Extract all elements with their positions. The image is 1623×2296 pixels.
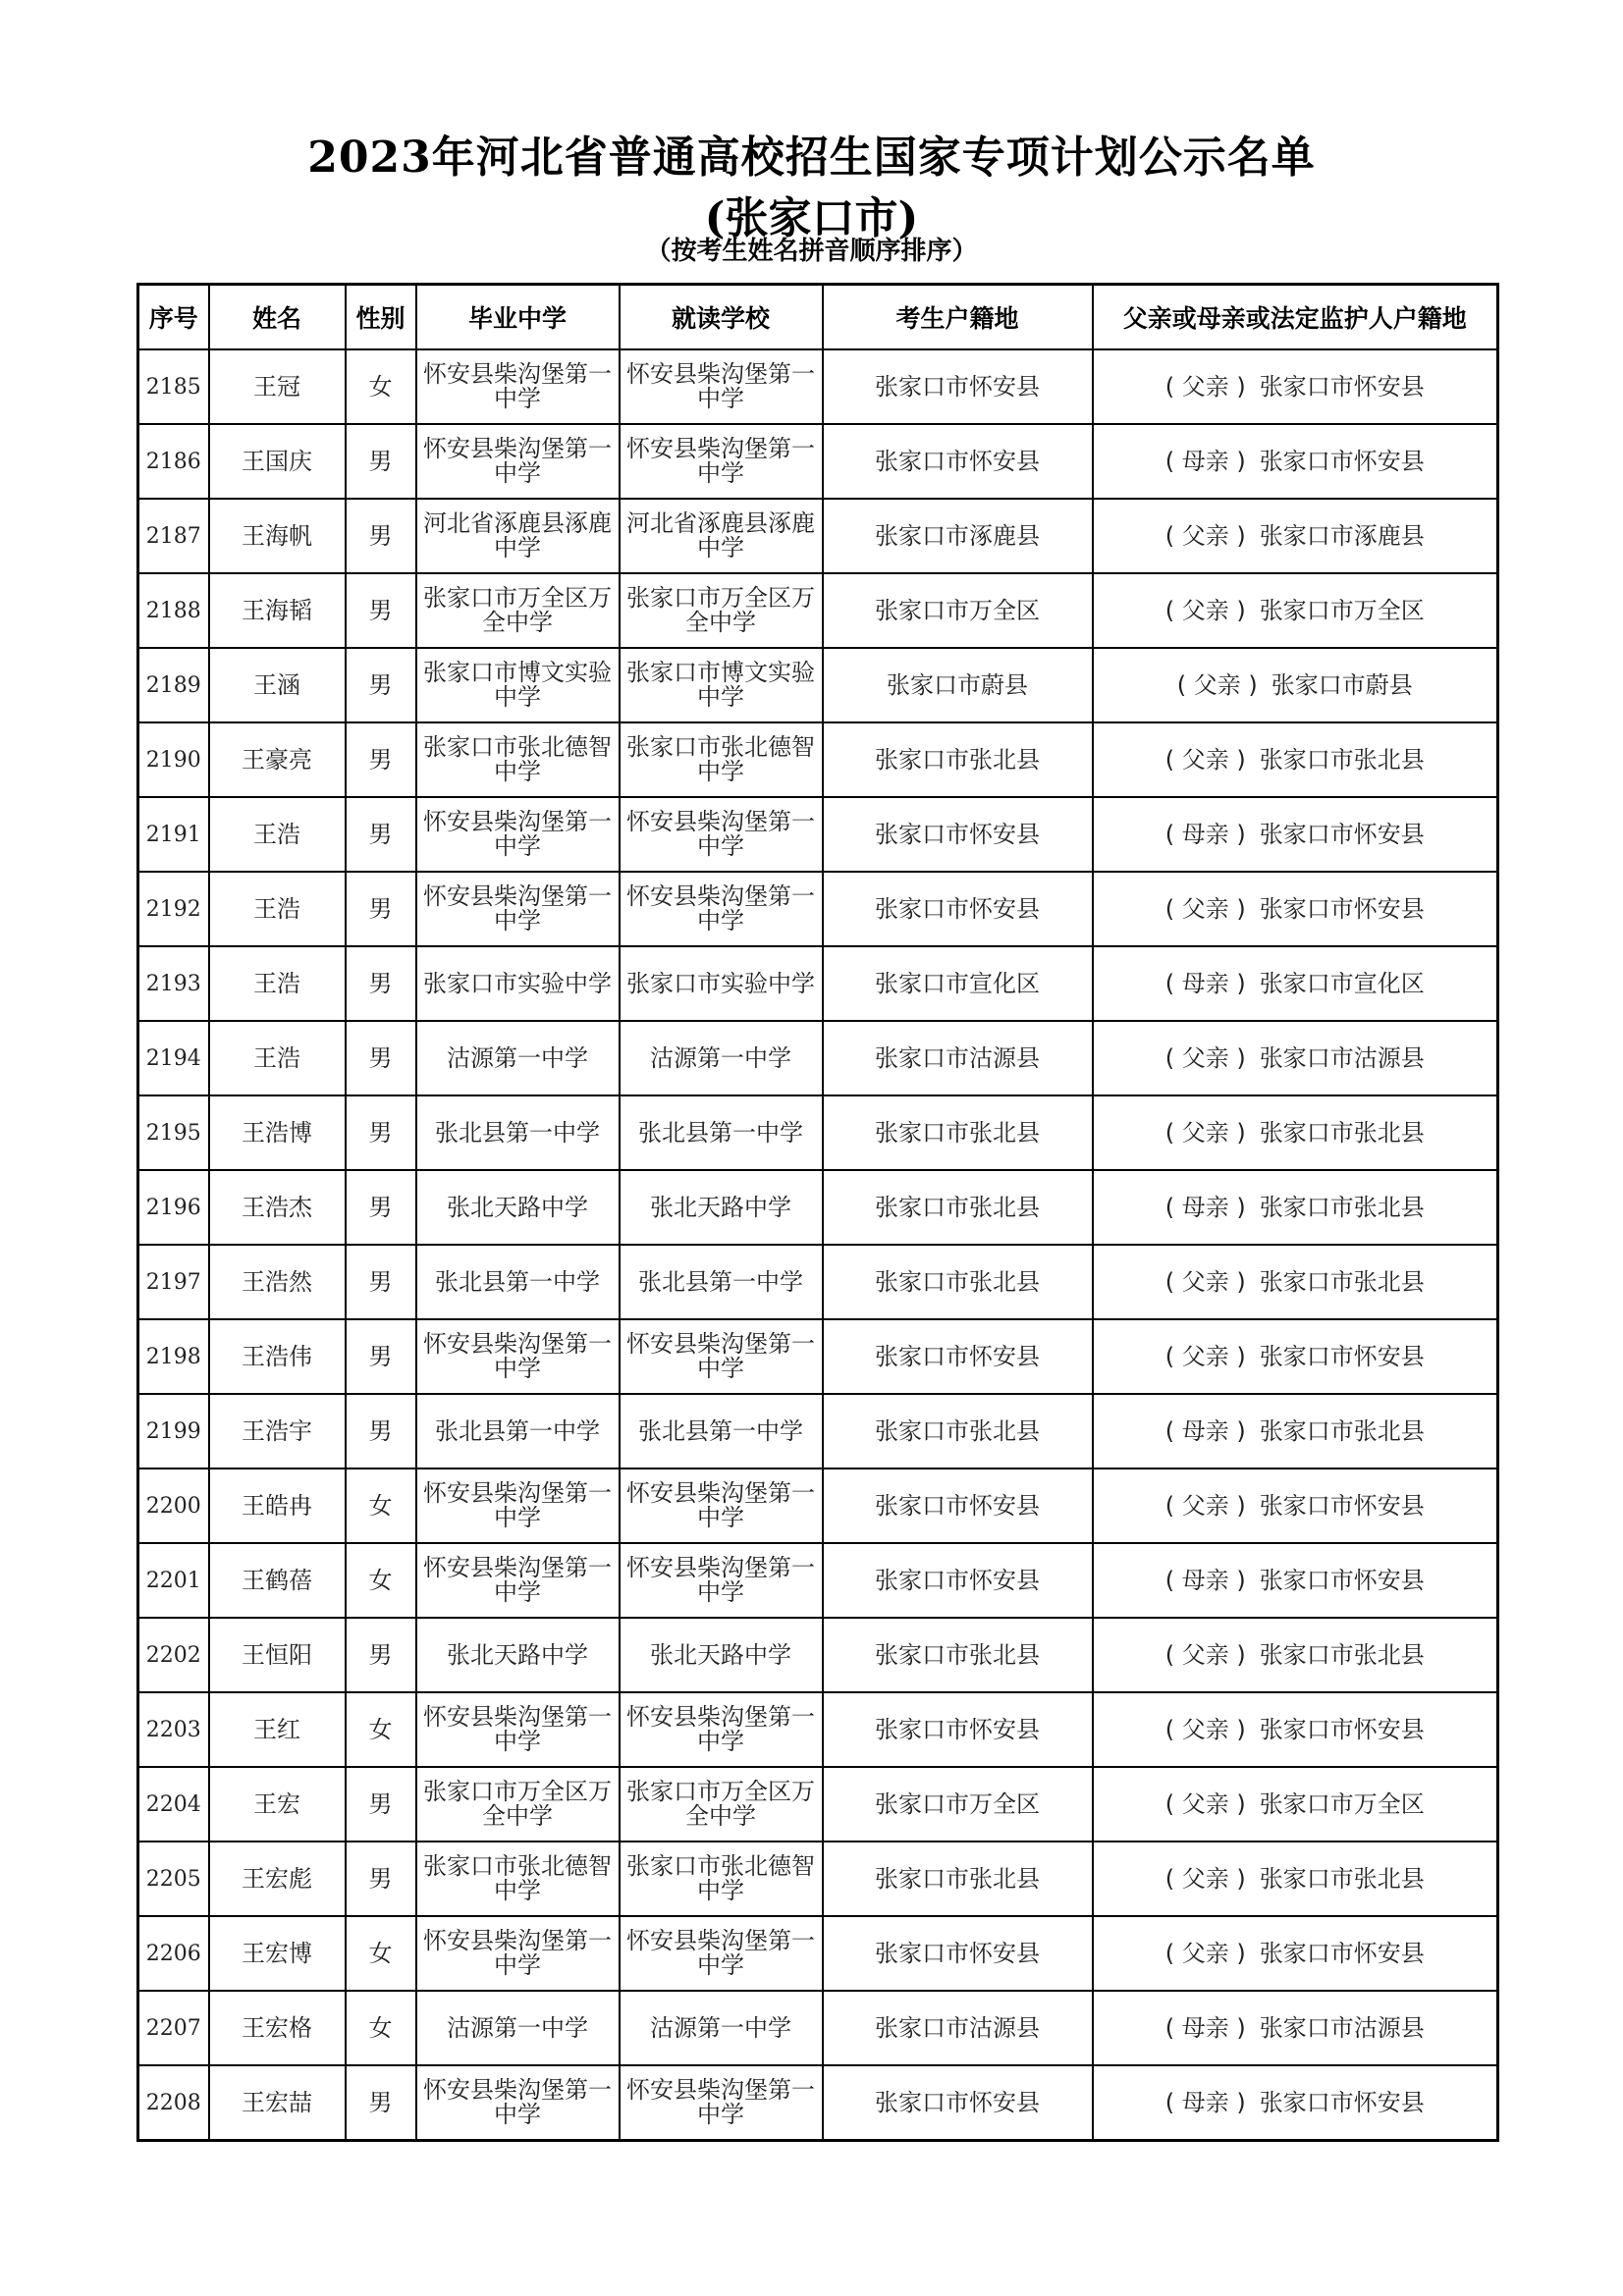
cell-current-school: 怀安县柴沟堡第一中学 (620, 1468, 823, 1543)
guardian-relation: ( 母亲 ) (1164, 1193, 1246, 1221)
cell-student-hukou: 张家口市怀安县 (823, 1468, 1093, 1543)
cell-sex: 男 (346, 573, 416, 648)
cell-guardian-hukou (1093, 1245, 1498, 1319)
cell-serial: 2206 (138, 1916, 209, 1991)
cell-guardian-hukou (1093, 499, 1498, 573)
cell-name: 王宏喆 (209, 2065, 346, 2141)
column-header-sex: 性别 (346, 285, 416, 350)
table-row (138, 797, 1498, 872)
cell-sex: 女 (346, 1692, 416, 1767)
guardian-relation: ( 母亲 ) (1164, 1416, 1246, 1445)
cell-student-hukou: 张家口市怀安县 (823, 2065, 1093, 2141)
guardian-relation: ( 父亲 ) (1164, 1640, 1246, 1669)
cell-guardian-hukou (1093, 1095, 1498, 1170)
cell-current-school: 张北县第一中学 (620, 1394, 823, 1468)
cell-name: 王鹤蓓 (209, 1543, 346, 1618)
table-row (138, 1916, 1498, 1991)
cell-current-school: 张北天路中学 (620, 1618, 823, 1692)
cell-graduation-school: 张家口市张北德智中学 (416, 722, 620, 797)
guardian-location: 张家口市怀安县 (1259, 447, 1425, 475)
cell-sex: 男 (346, 946, 416, 1021)
guardian-relation: ( 父亲 ) (1176, 670, 1258, 699)
cell-student-hukou: 张家口市怀安县 (823, 1692, 1093, 1767)
cell-graduation-school: 怀安县柴沟堡第一中学 (416, 797, 620, 872)
sort-note: （按考生姓名拼音顺序排序） (645, 237, 978, 266)
guardian-relation: ( 父亲 ) (1164, 1267, 1246, 1296)
cell-name: 王国庆 (209, 424, 346, 499)
cell-name: 王浩杰 (209, 1170, 346, 1245)
guardian-location: 张家口市张北县 (1259, 1193, 1425, 1221)
cell-serial: 2194 (138, 1021, 209, 1095)
cell-student-hukou: 张家口市沽源县 (823, 1021, 1093, 1095)
cell-serial: 2203 (138, 1692, 209, 1767)
guardian-relation: ( 父亲 ) (1164, 1043, 1246, 1072)
cell-serial: 2198 (138, 1319, 209, 1394)
guardian-location: 张家口市怀安县 (1259, 820, 1425, 848)
guardian-relation: ( 母亲 ) (1164, 2088, 1246, 2116)
cell-sex: 男 (346, 1021, 416, 1095)
cell-name: 王涵 (209, 648, 346, 722)
cell-serial: 2205 (138, 1842, 209, 1916)
cell-guardian-hukou (1093, 1767, 1498, 1842)
cell-serial: 2208 (138, 2065, 209, 2141)
cell-current-school: 沽源第一中学 (620, 1991, 823, 2065)
guardian-relation: ( 父亲 ) (1164, 894, 1246, 923)
cell-graduation-school: 张北县第一中学 (416, 1245, 620, 1319)
guardian-location: 张家口市怀安县 (1259, 1566, 1425, 1594)
guardian-location: 张家口市怀安县 (1259, 1715, 1425, 1743)
guardian-location: 张家口市怀安县 (1259, 1342, 1425, 1370)
cell-graduation-school: 怀安县柴沟堡第一中学 (416, 1468, 620, 1543)
guardian-location: 张家口市怀安县 (1259, 372, 1425, 400)
column-header-serial: 序号 (138, 285, 209, 350)
cell-current-school: 怀安县柴沟堡第一中学 (620, 797, 823, 872)
cell-name: 王宏彪 (209, 1842, 346, 1916)
cell-name: 王浩然 (209, 1245, 346, 1319)
cell-guardian-hukou (1093, 1991, 1498, 2065)
cell-guardian-hukou (1093, 797, 1498, 872)
guardian-relation: ( 父亲 ) (1164, 745, 1246, 774)
cell-current-school: 河北省涿鹿县涿鹿中学 (620, 499, 823, 573)
table-row (138, 1021, 1498, 1095)
cell-sex: 女 (346, 1916, 416, 1991)
table-row (138, 1767, 1498, 1842)
cell-sex: 男 (346, 1095, 416, 1170)
guardian-location: 张家口市张北县 (1259, 745, 1425, 774)
table-row (138, 1692, 1498, 1767)
cell-current-school: 张北县第一中学 (620, 1245, 823, 1319)
cell-current-school: 张家口市实验中学 (620, 946, 823, 1021)
cell-serial: 2191 (138, 797, 209, 872)
table-header-row (138, 285, 1498, 350)
cell-current-school: 张家口市万全区万全中学 (620, 573, 823, 648)
cell-guardian-hukou (1093, 1319, 1498, 1394)
cell-current-school: 怀安县柴沟堡第一中学 (620, 1543, 823, 1618)
table-row (138, 648, 1498, 722)
cell-student-hukou: 张家口市沽源县 (823, 1991, 1093, 2065)
cell-sex: 男 (346, 648, 416, 722)
guardian-relation: ( 父亲 ) (1164, 1342, 1246, 1370)
guardian-relation: ( 父亲 ) (1164, 1491, 1246, 1520)
cell-current-school: 张北天路中学 (620, 1170, 823, 1245)
cell-serial: 2197 (138, 1245, 209, 1319)
cell-serial: 2201 (138, 1543, 209, 1618)
cell-current-school: 沽源第一中学 (620, 1021, 823, 1095)
cell-sex: 男 (346, 1394, 416, 1468)
cell-student-hukou: 张家口市张北县 (823, 1394, 1093, 1468)
cell-graduation-school: 沽源第一中学 (416, 1991, 620, 2065)
cell-graduation-school: 怀安县柴沟堡第一中学 (416, 2065, 620, 2141)
cell-serial: 2196 (138, 1170, 209, 1245)
cell-student-hukou: 张家口市张北县 (823, 1170, 1093, 1245)
table-row (138, 1543, 1498, 1618)
cell-current-school: 怀安县柴沟堡第一中学 (620, 1692, 823, 1767)
guardian-location: 张家口市怀安县 (1259, 894, 1425, 923)
cell-current-school: 张家口市博文实验中学 (620, 648, 823, 722)
cell-current-school: 张家口市张北德智中学 (620, 1842, 823, 1916)
cell-serial: 2192 (138, 872, 209, 946)
cell-serial: 2189 (138, 648, 209, 722)
guardian-location: 张家口市张北县 (1259, 1864, 1425, 1893)
cell-sex: 女 (346, 1991, 416, 2065)
cell-student-hukou: 张家口市张北县 (823, 1095, 1093, 1170)
cell-student-hukou: 张家口市万全区 (823, 1767, 1093, 1842)
cell-serial: 2200 (138, 1468, 209, 1543)
table-row (138, 722, 1498, 797)
table-row (138, 1618, 1498, 1692)
cell-guardian-hukou (1093, 573, 1498, 648)
cell-current-school: 怀安县柴沟堡第一中学 (620, 1916, 823, 1991)
cell-name: 王浩 (209, 946, 346, 1021)
table-row (138, 1319, 1498, 1394)
cell-graduation-school: 河北省涿鹿县涿鹿中学 (416, 499, 620, 573)
cell-student-hukou: 张家口市怀安县 (823, 424, 1093, 499)
cell-current-school: 张家口市万全区万全中学 (620, 1767, 823, 1842)
cell-name: 王宏 (209, 1767, 346, 1842)
guardian-relation: ( 母亲 ) (1164, 969, 1246, 997)
cell-name: 王宏格 (209, 1991, 346, 2065)
page-subtitle-city: (张家口市) (704, 193, 919, 243)
guardian-relation: ( 母亲 ) (1164, 447, 1246, 475)
cell-guardian-hukou (1093, 349, 1498, 424)
table-row (138, 1170, 1498, 1245)
cell-guardian-hukou (1093, 1394, 1498, 1468)
cell-current-school: 怀安县柴沟堡第一中学 (620, 872, 823, 946)
table-row (138, 1394, 1498, 1468)
guardian-location: 张家口市万全区 (1259, 596, 1425, 624)
cell-guardian-hukou (1093, 1021, 1498, 1095)
guardian-location: 张家口市张北县 (1259, 1267, 1425, 1296)
cell-guardian-hukou (1093, 648, 1498, 722)
table-row (138, 573, 1498, 648)
cell-sex: 男 (346, 1618, 416, 1692)
guardian-location: 张家口市怀安县 (1259, 2088, 1425, 2116)
cell-guardian-hukou (1093, 1916, 1498, 1991)
cell-student-hukou: 张家口市张北县 (823, 722, 1093, 797)
cell-current-school: 张北县第一中学 (620, 1095, 823, 1170)
cell-student-hukou: 张家口市张北县 (823, 1842, 1093, 1916)
cell-guardian-hukou (1093, 1543, 1498, 1618)
cell-name: 王浩 (209, 872, 346, 946)
cell-graduation-school: 怀安县柴沟堡第一中学 (416, 1692, 620, 1767)
cell-guardian-hukou (1093, 722, 1498, 797)
cell-current-school: 怀安县柴沟堡第一中学 (620, 1319, 823, 1394)
cell-student-hukou: 张家口市怀安县 (823, 872, 1093, 946)
cell-guardian-hukou (1093, 946, 1498, 1021)
guardian-location: 张家口市怀安县 (1259, 1491, 1425, 1520)
cell-graduation-school: 怀安县柴沟堡第一中学 (416, 872, 620, 946)
cell-name: 王冠 (209, 349, 346, 424)
cell-name: 王浩 (209, 797, 346, 872)
guardian-location: 张家口市宣化区 (1259, 969, 1425, 997)
column-header-guardian-hukou: 父亲或母亲或法定监护人户籍地 (1093, 285, 1498, 350)
table-row (138, 349, 1498, 424)
cell-name: 王海帆 (209, 499, 346, 573)
cell-student-hukou: 张家口市涿鹿县 (823, 499, 1093, 573)
cell-graduation-school: 沽源第一中学 (416, 1021, 620, 1095)
cell-sex: 男 (346, 872, 416, 946)
cell-serial: 2188 (138, 573, 209, 648)
column-header-graduation-school: 毕业中学 (416, 285, 620, 350)
cell-sex: 女 (346, 1543, 416, 1618)
cell-guardian-hukou (1093, 872, 1498, 946)
cell-graduation-school: 张家口市张北德智中学 (416, 1842, 620, 1916)
guardian-location: 张家口市沽源县 (1259, 2013, 1425, 2042)
table-row (138, 946, 1498, 1021)
cell-serial: 2202 (138, 1618, 209, 1692)
cell-sex: 男 (346, 1170, 416, 1245)
table-row (138, 424, 1498, 499)
cell-guardian-hukou (1093, 1842, 1498, 1916)
table-row (138, 499, 1498, 573)
cell-sex: 女 (346, 1468, 416, 1543)
guardian-location: 张家口市怀安县 (1259, 1939, 1425, 1967)
cell-current-school: 怀安县柴沟堡第一中学 (620, 2065, 823, 2141)
cell-graduation-school: 怀安县柴沟堡第一中学 (416, 349, 620, 424)
cell-sex: 男 (346, 2065, 416, 2141)
column-header-name: 姓名 (209, 285, 346, 350)
cell-guardian-hukou (1093, 1618, 1498, 1692)
page-title: 2023年河北省普通高校招生国家专项计划公示名单 (307, 133, 1316, 183)
cell-student-hukou: 张家口市张北县 (823, 1618, 1093, 1692)
table-row (138, 1095, 1498, 1170)
table-row (138, 1991, 1498, 2065)
cell-student-hukou: 张家口市万全区 (823, 573, 1093, 648)
cell-name: 王宏博 (209, 1916, 346, 1991)
cell-student-hukou: 张家口市怀安县 (823, 349, 1093, 424)
cell-serial: 2185 (138, 349, 209, 424)
cell-serial: 2187 (138, 499, 209, 573)
cell-sex: 男 (346, 499, 416, 573)
cell-serial: 2207 (138, 1991, 209, 2065)
cell-sex: 男 (346, 722, 416, 797)
cell-graduation-school: 张家口市博文实验中学 (416, 648, 620, 722)
cell-serial: 2199 (138, 1394, 209, 1468)
cell-graduation-school: 张北天路中学 (416, 1618, 620, 1692)
table-body (138, 349, 1498, 2141)
cell-serial: 2195 (138, 1095, 209, 1170)
cell-graduation-school: 怀安县柴沟堡第一中学 (416, 1319, 620, 1394)
cell-sex: 男 (346, 1319, 416, 1394)
guardian-relation: ( 父亲 ) (1164, 372, 1246, 400)
cell-guardian-hukou (1093, 2065, 1498, 2141)
guardian-relation: ( 父亲 ) (1164, 596, 1246, 624)
guardian-location: 张家口市涿鹿县 (1259, 521, 1425, 550)
guardian-relation: ( 父亲 ) (1164, 1864, 1246, 1893)
cell-graduation-school: 张家口市万全区万全中学 (416, 573, 620, 648)
cell-name: 王豪亮 (209, 722, 346, 797)
cell-student-hukou: 张家口市怀安县 (823, 1543, 1093, 1618)
table-row (138, 1468, 1498, 1543)
cell-name: 王浩博 (209, 1095, 346, 1170)
guardian-location: 张家口市沽源县 (1259, 1043, 1425, 1072)
guardian-relation: ( 父亲 ) (1164, 1789, 1246, 1818)
column-header-student-hukou: 考生户籍地 (823, 285, 1093, 350)
guardian-relation: ( 父亲 ) (1164, 521, 1246, 550)
table-row (138, 1245, 1498, 1319)
cell-graduation-school: 怀安县柴沟堡第一中学 (416, 424, 620, 499)
guardian-relation: ( 母亲 ) (1164, 820, 1246, 848)
guardian-location: 张家口市张北县 (1259, 1118, 1425, 1147)
cell-sex: 男 (346, 424, 416, 499)
column-header-current-school: 就读学校 (620, 285, 823, 350)
cell-current-school: 怀安县柴沟堡第一中学 (620, 349, 823, 424)
cell-serial: 2186 (138, 424, 209, 499)
cell-graduation-school: 张家口市实验中学 (416, 946, 620, 1021)
cell-name: 王浩 (209, 1021, 346, 1095)
cell-student-hukou: 张家口市怀安县 (823, 1319, 1093, 1394)
guardian-location: 张家口市蔚县 (1271, 670, 1413, 699)
cell-name: 王恒阳 (209, 1618, 346, 1692)
cell-student-hukou: 张家口市怀安县 (823, 1916, 1093, 1991)
guardian-relation: ( 父亲 ) (1164, 1118, 1246, 1147)
cell-serial: 2204 (138, 1767, 209, 1842)
table-row (138, 872, 1498, 946)
cell-student-hukou: 张家口市宣化区 (823, 946, 1093, 1021)
guardian-relation: ( 父亲 ) (1164, 1715, 1246, 1743)
cell-serial: 2193 (138, 946, 209, 1021)
guardian-location: 张家口市万全区 (1259, 1789, 1425, 1818)
cell-current-school: 怀安县柴沟堡第一中学 (620, 424, 823, 499)
cell-guardian-hukou (1093, 424, 1498, 499)
guardian-relation: ( 父亲 ) (1164, 1939, 1246, 1967)
cell-sex: 男 (346, 1842, 416, 1916)
guardian-location: 张家口市张北县 (1259, 1416, 1425, 1445)
cell-graduation-school: 怀安县柴沟堡第一中学 (416, 1543, 620, 1618)
cell-graduation-school: 张家口市万全区万全中学 (416, 1767, 620, 1842)
cell-serial: 2190 (138, 722, 209, 797)
cell-sex: 男 (346, 1245, 416, 1319)
table-row (138, 1842, 1498, 1916)
cell-graduation-school: 怀安县柴沟堡第一中学 (416, 1916, 620, 1991)
guardian-location: 张家口市张北县 (1259, 1640, 1425, 1669)
cell-student-hukou: 张家口市蔚县 (823, 648, 1093, 722)
guardian-relation: ( 母亲 ) (1164, 2013, 1246, 2042)
roster-table (136, 283, 1499, 2142)
cell-sex: 女 (346, 349, 416, 424)
cell-student-hukou: 张家口市张北县 (823, 1245, 1093, 1319)
guardian-relation: ( 母亲 ) (1164, 1566, 1246, 1594)
cell-sex: 男 (346, 1767, 416, 1842)
cell-current-school: 张家口市张北德智中学 (620, 722, 823, 797)
cell-guardian-hukou (1093, 1170, 1498, 1245)
cell-name: 王红 (209, 1692, 346, 1767)
table-row (138, 2065, 1498, 2141)
cell-name: 王浩宇 (209, 1394, 346, 1468)
cell-guardian-hukou (1093, 1692, 1498, 1767)
cell-sex: 男 (346, 797, 416, 872)
cell-name: 王皓冉 (209, 1468, 346, 1543)
cell-graduation-school: 张北县第一中学 (416, 1095, 620, 1170)
cell-student-hukou: 张家口市怀安县 (823, 797, 1093, 872)
cell-guardian-hukou (1093, 1468, 1498, 1543)
cell-name: 王浩伟 (209, 1319, 346, 1394)
cell-name: 王海韬 (209, 573, 346, 648)
cell-graduation-school: 张北天路中学 (416, 1170, 620, 1245)
cell-graduation-school: 张北县第一中学 (416, 1394, 620, 1468)
